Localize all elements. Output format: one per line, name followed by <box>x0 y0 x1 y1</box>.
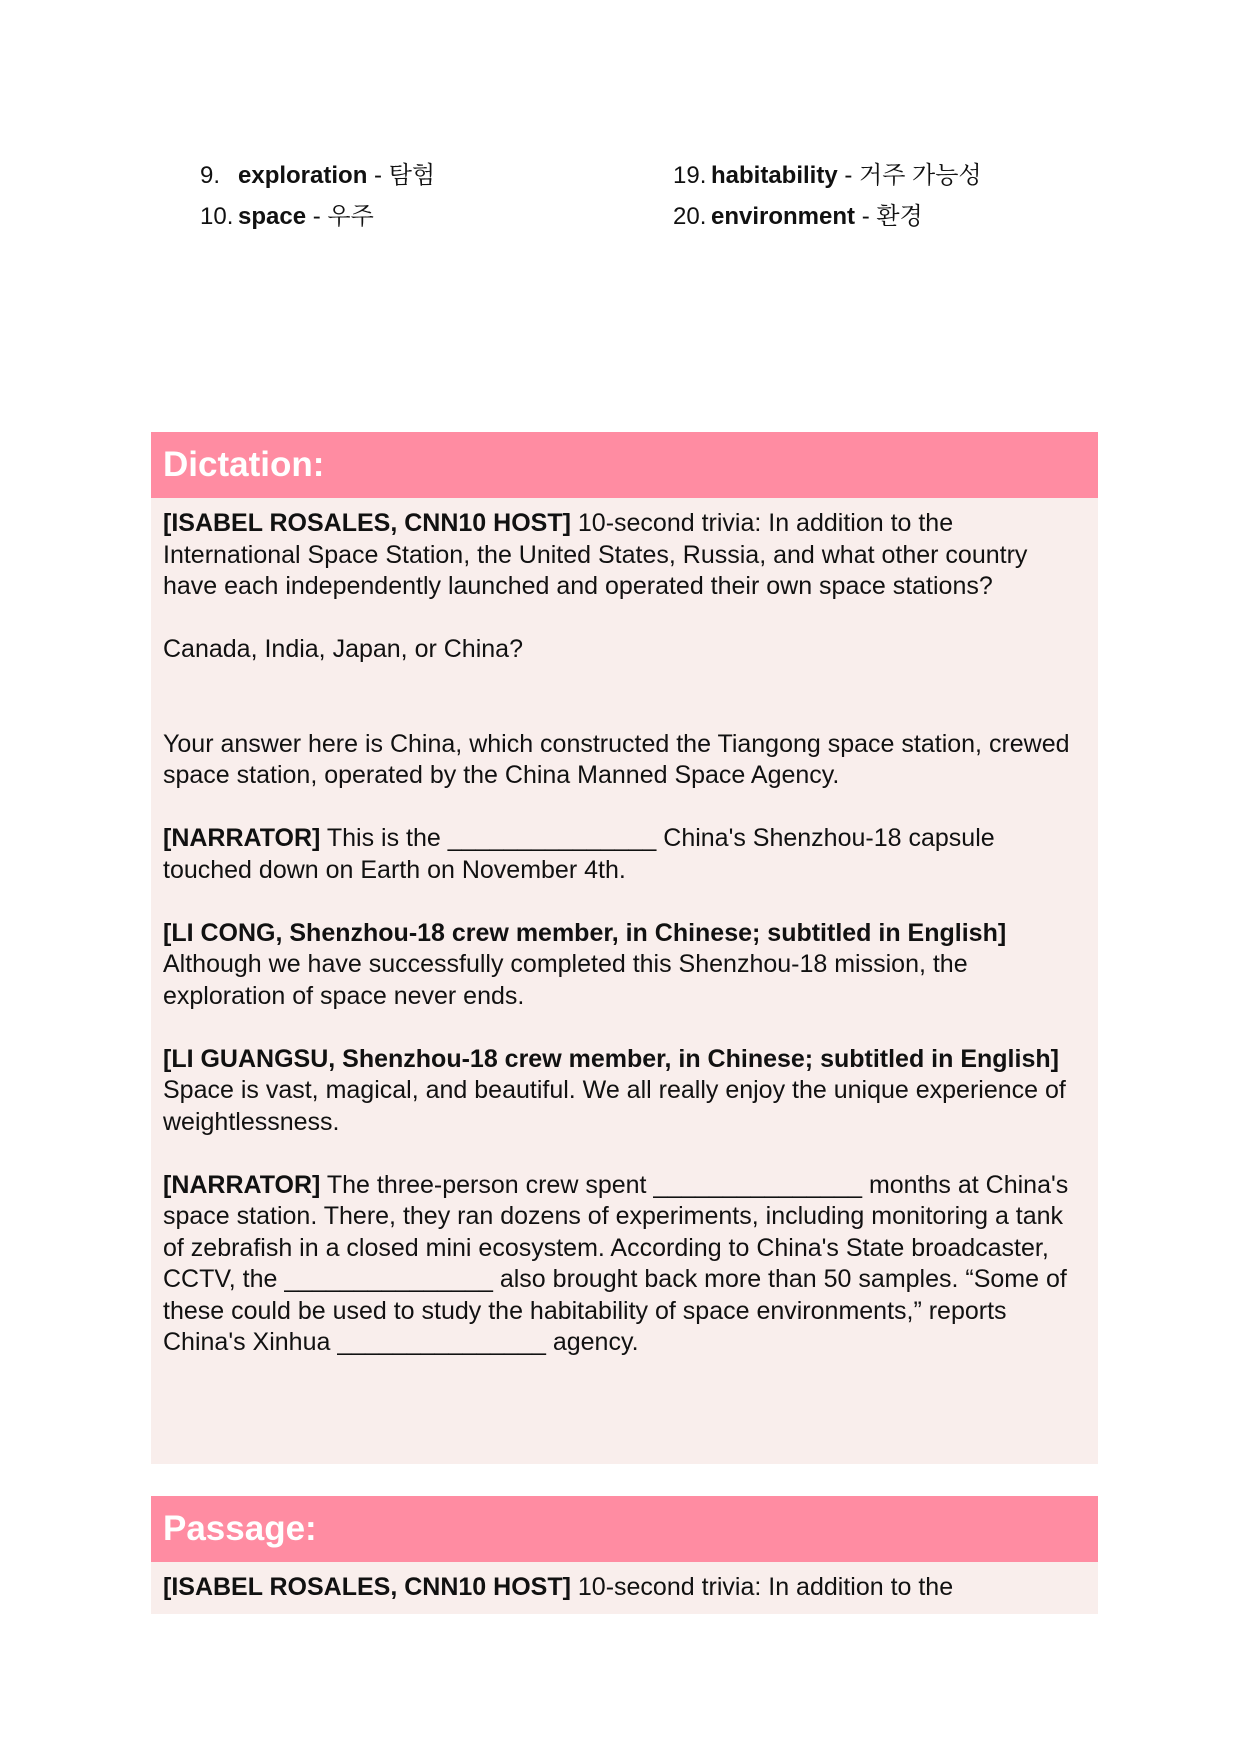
dictation-title: Dictation: <box>151 432 1098 498</box>
dictation-paragraph <box>163 508 1086 603</box>
speaker-label: [LI CONG, Shenzhou-18 crew member, in Chinese; subtitled in English] <box>163 918 1007 947</box>
speaker-label: [NARRATOR] <box>163 824 321 852</box>
paragraph-text: Although we have successfully completed this Shenzhou-18 mission, the exploration of space never ends. <box>163 950 968 1010</box>
paragraph-text: Canada, India, Japan, or China? <box>163 635 523 663</box>
dictation-paragraph <box>163 823 1086 886</box>
speaker-label: [ISABEL ROSALES, CNN10 HOST] <box>163 1573 571 1601</box>
dictation-section <box>151 432 1098 1464</box>
passage-title: Passage: <box>151 1496 1098 1562</box>
vocab-term: environment <box>711 203 856 230</box>
vocab-term: exploration <box>238 162 368 189</box>
dictation-paragraph <box>163 729 1086 792</box>
passage-content <box>151 1562 1098 1604</box>
passage-section <box>151 1496 1098 1614</box>
paragraph-text: 10-second trivia: In addition to the International Space Station, the United States, Russia, and what other country have each independently launched and operated their own space stations? <box>163 509 1028 600</box>
vocab-number: 9. <box>200 162 221 189</box>
dictation-paragraph <box>163 918 1086 1013</box>
dictation-paragraph <box>163 1044 1086 1139</box>
vocab-number: 20. <box>673 203 707 230</box>
speaker-label: [LI GUANGSU, Shenzhou-18 crew member, in Chinese; subtitled in English] <box>163 1044 1059 1073</box>
vocab-number: 19. <box>673 162 707 189</box>
paragraph-text: This is the _______________ China's Shenzhou-18 capsule touched down on Earth on November 4th. <box>163 824 995 884</box>
paragraph-text: Your answer here is China, which constructed the Tiangong space station, crewed space station, operated by the China Manned Space Agency. <box>163 729 1070 789</box>
vocab-number: 10. <box>200 203 234 230</box>
dictation-paragraph <box>163 634 1086 666</box>
dictation-paragraph <box>163 1170 1086 1359</box>
vocab-term: space <box>238 203 307 230</box>
vocab-meaning: 탐험 <box>388 162 436 189</box>
paragraph-text: Space is vast, magical, and beautiful. We all really enjoy the unique experience of weightlessness. <box>163 1076 1066 1136</box>
vocab-meaning: 환경 <box>876 203 923 230</box>
vocab-meaning: 거주 가능성 <box>859 162 982 189</box>
paragraph-text: The three-person crew spent _______________ months at China's space station. There, they ran dozens of experiments, including monitoring a tank of zebrafish in a closed mini ecosystem. According to China's State broadcaster, CCTV, the _______________ also brought back more than 50 samples. “Some of these could be used to study the habitability of space environments,” reports China's Xinhua _______________ agency. <box>163 1170 1069 1356</box>
paragraph-text: 10-second trivia: In addition to the <box>570 1573 954 1601</box>
vocab-meaning: 우주 <box>327 203 374 230</box>
vocab-term: habitability <box>711 162 838 189</box>
speaker-label: [ISABEL ROSALES, CNN10 HOST] <box>163 509 571 537</box>
dictation-content <box>151 498 1098 1359</box>
speaker-label: [NARRATOR] <box>163 1170 321 1199</box>
